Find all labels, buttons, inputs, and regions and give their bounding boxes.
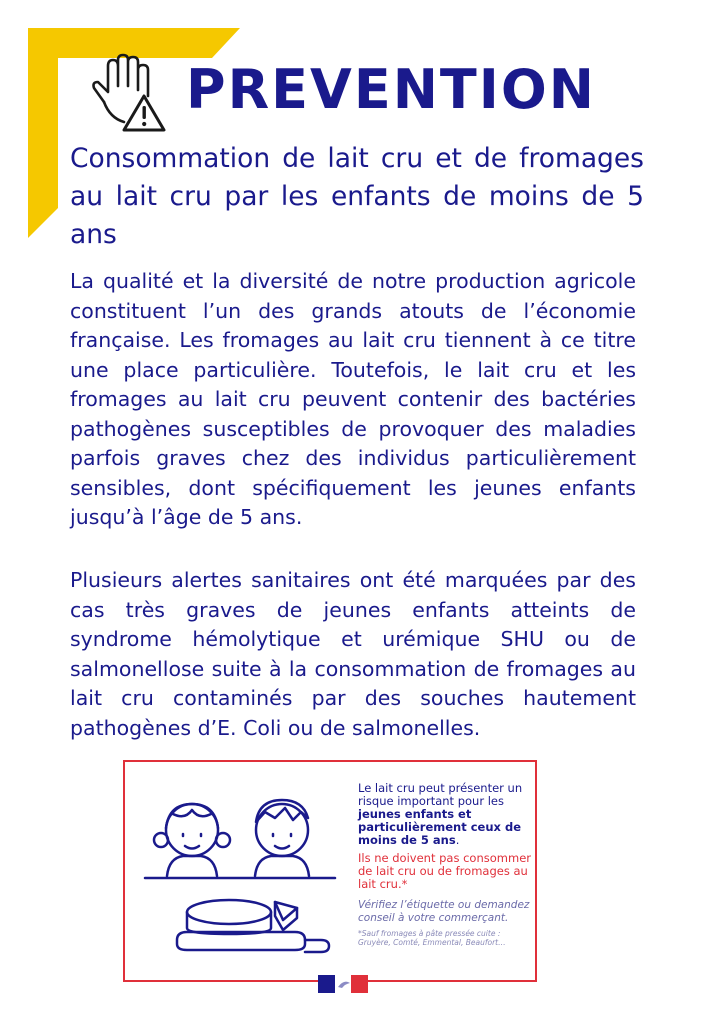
prevention-poster (123, 760, 537, 982)
hand-stop-warning-icon (86, 52, 166, 132)
poster-warning-text: Ils ne doivent pas consommer de lait cru ou de fromages au lait cru.* (358, 851, 531, 891)
poster-risk-text: Le lait cru peut présenter un risque important pour les jeunes enfants et particulièrement ceux de moins de 5 ans. (358, 781, 523, 847)
girl-icon (154, 804, 230, 876)
page-title: PREVENTION (186, 58, 596, 121)
intro-paragraph: La qualité et la diversité de notre production agricole constituent l’un des grands atouts de l’économie française. Les fromages au lait cru tiennent à ce titre une place particulière. Toutefois, le lait cru et les fromages au lait cru peuvent contenir des bactéries pathogènes susceptibles de provoquer des maladies parfois graves chez des individus particulièrement sensibles, dont spécifiquement les jeunes enfants jusqu’à l’âge de 5 ans. (70, 269, 636, 529)
boy-icon (255, 800, 309, 876)
page-subtitle: Consommation de lait cru et de fromages au lait cru par les enfants de moins de 5 ans (70, 143, 644, 250)
poster-advice-text: Vérifiez l’étiquette ou demandez conseil à votre commerçant. (358, 899, 530, 924)
alerts-paragraph: Plusieurs alertes sanitaires ont été marquées par des cas très graves de jeunes enfants atteints de syndrome hémolytique et urémique SHU ou de salmonellose suite à la consommation de fromages au lait cru contaminés par des souches hautement pathogènes d’E. Coli ou de salmonelles. (70, 568, 636, 740)
cheese-board-icon (177, 900, 329, 952)
marianne-flag-icon (318, 975, 368, 993)
poster-illustration (125, 762, 357, 980)
poster-bold-emphasis: jeunes enfants et particulièrement ceux de moins de 5 ans (358, 807, 521, 847)
poster-footnote: *Sauf fromages à pâte pressée cuite : Gruyère, Comté, Emmental, Beaufort… (358, 929, 506, 947)
poster-message (358, 782, 533, 947)
